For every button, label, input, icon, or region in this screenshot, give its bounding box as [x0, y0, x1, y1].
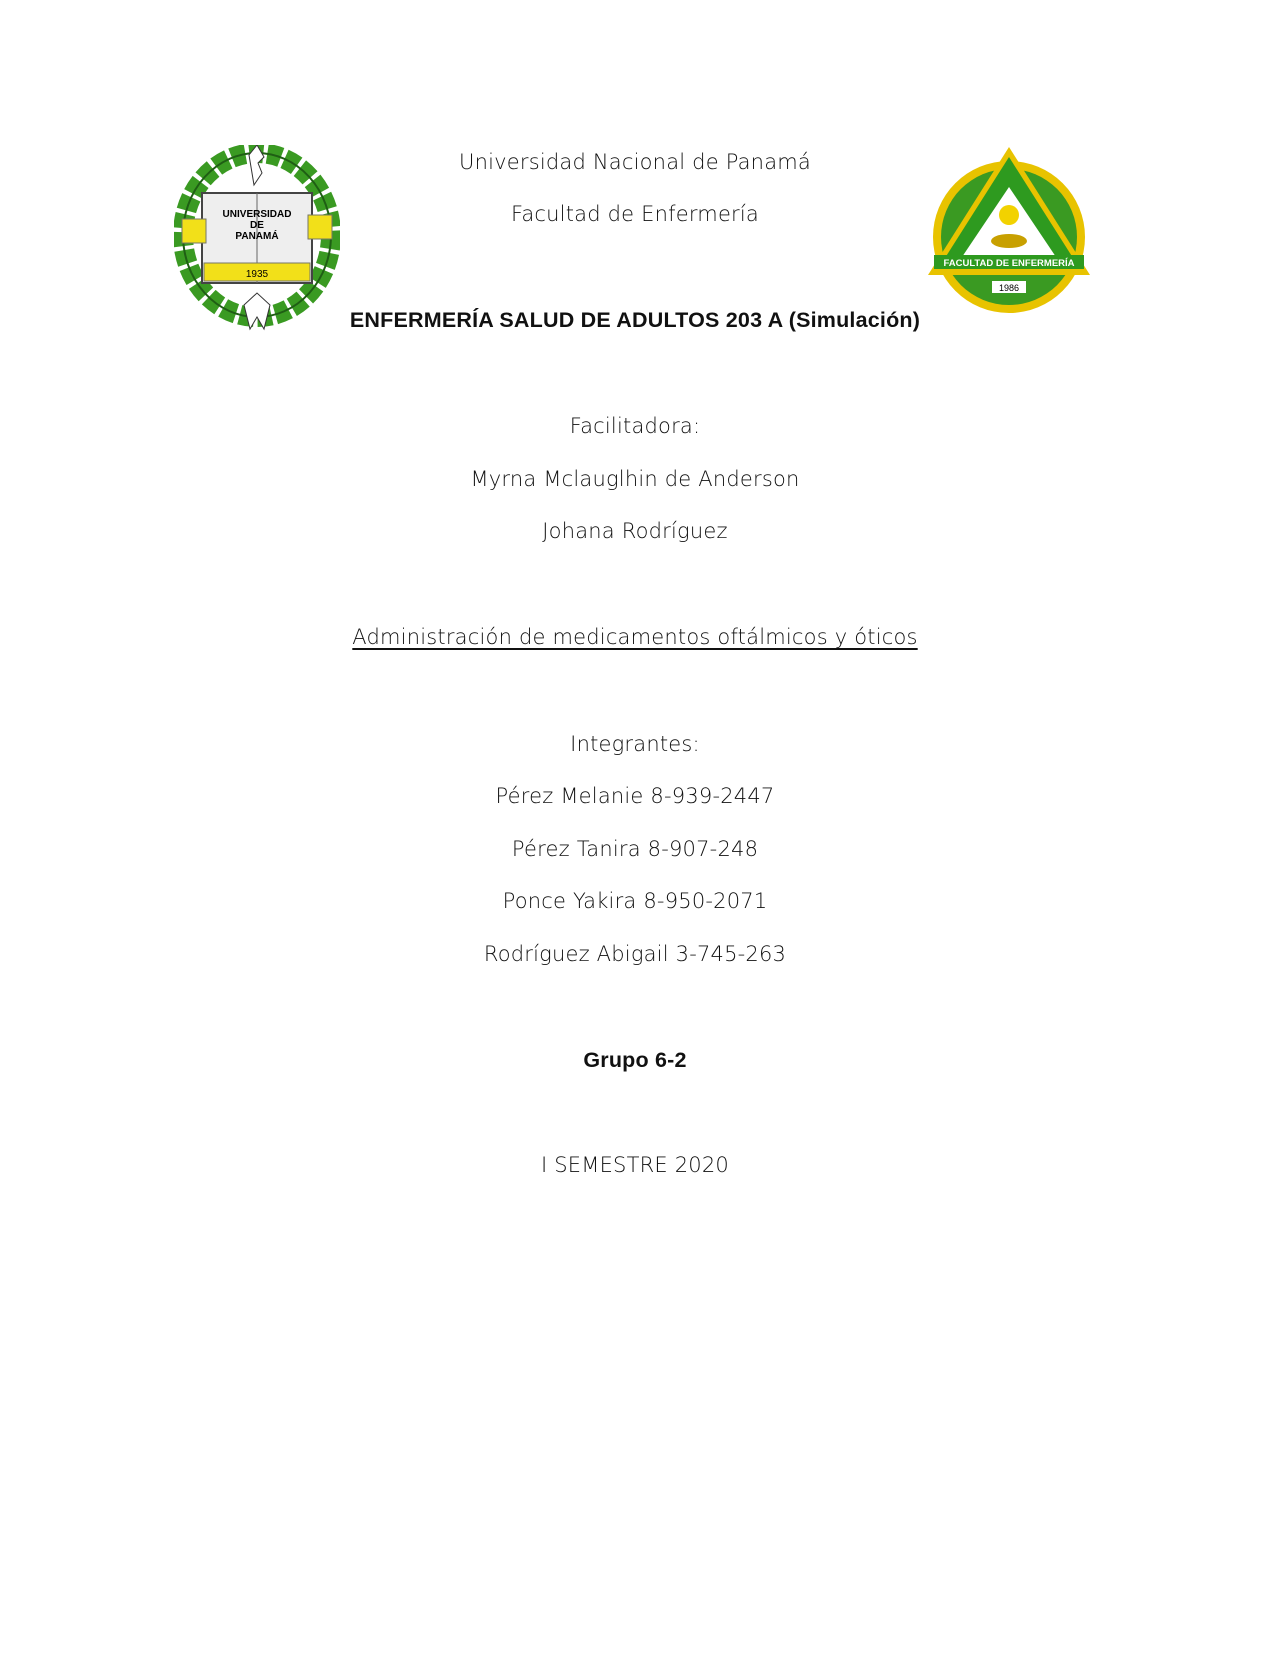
facilitators-label: Facilitadora: — [569, 414, 701, 438]
members-label: Integrantes: — [570, 732, 700, 756]
university-name: Universidad Nacional de Panamá — [459, 150, 811, 174]
svg-text:1986: 1986 — [998, 283, 1020, 293]
svg-text:FACULTAD DE ENFERMERÍA: FACULTAD DE ENFERMERÍA — [943, 258, 1075, 269]
facilitator-name: Johana Rodríguez — [542, 519, 728, 543]
member-name: Rodríguez Abigail 3-745-263 — [483, 942, 787, 966]
member-name: Pérez Melanie 8-939-2447 — [495, 784, 775, 808]
member-name: Pérez Tanira 8-907-248 — [511, 837, 759, 861]
faculty-name: Facultad de Enfermería — [510, 202, 759, 226]
facilitator-name: Myrna Mclauglhin de Anderson — [470, 467, 800, 491]
svg-text:PANAMÁ: PANAMÁ — [235, 231, 279, 242]
member-name: Ponce Yakira 8-950-2071 — [502, 889, 768, 913]
course-title: ENFERMERÍA SALUD DE ADULTOS 203 A (Simulación) — [349, 308, 921, 332]
group-label: Grupo 6-2 — [583, 1048, 687, 1072]
topic-title: Administración de medicamentos oftálmicos y óticos — [352, 625, 918, 649]
semester-label: I SEMESTRE 2020 — [541, 1153, 729, 1177]
svg-text:1935: 1935 — [245, 269, 269, 280]
svg-text:UNIVERSIDAD: UNIVERSIDAD — [222, 209, 292, 220]
svg-text:DE: DE — [250, 220, 264, 231]
